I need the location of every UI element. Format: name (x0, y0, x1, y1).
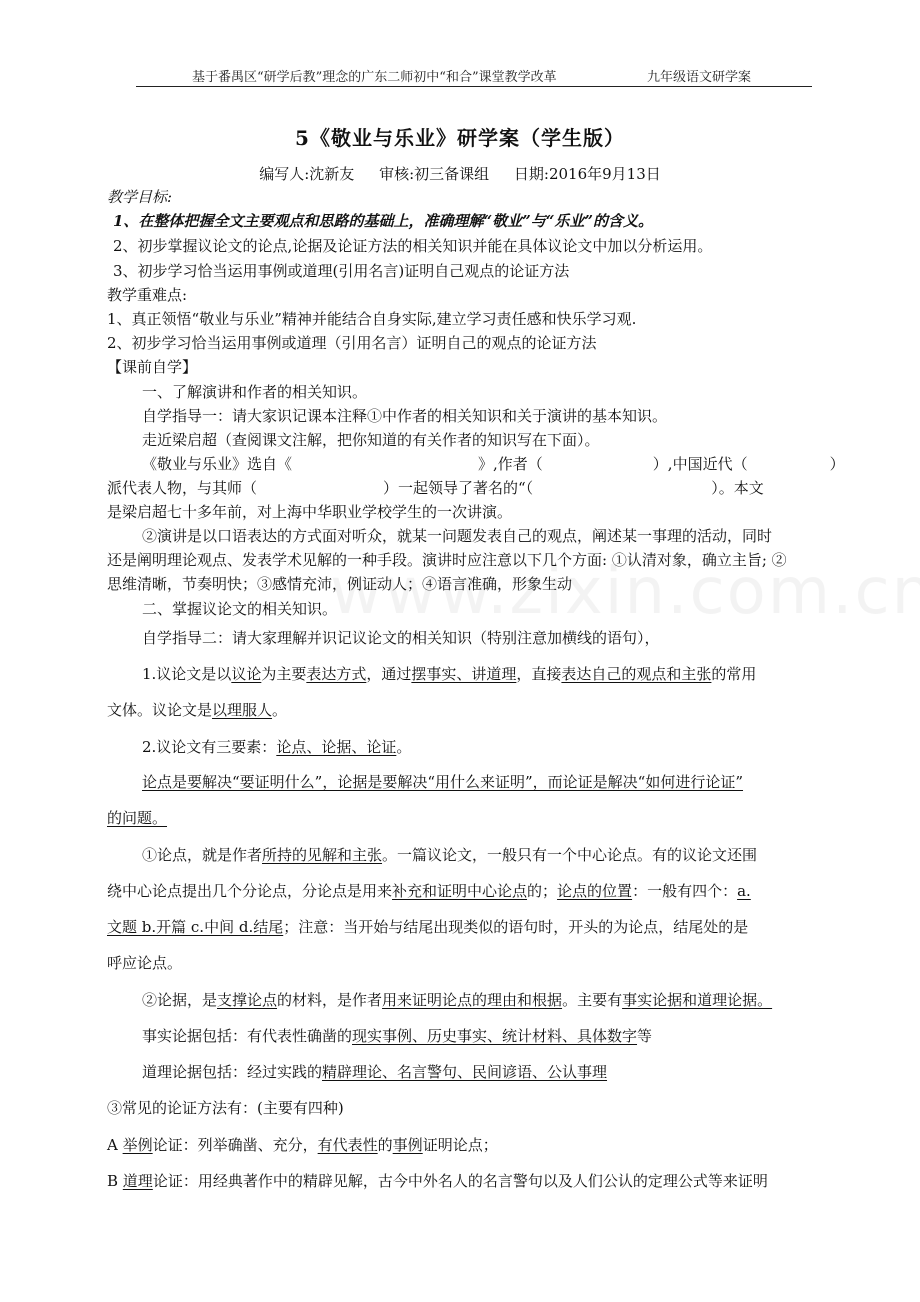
knowledge-p10: B 道理论证：用经典著作中的精辟见解，古今中外名人的名言警句以及人们公认的定理公式等来证明 (107, 1172, 768, 1190)
meta-date: 日期:2016年9月13日 (513, 165, 661, 183)
fill-text: 》,作者（ (478, 455, 543, 473)
knowledge-p1: 1.议论文是以议论为主要表达方式，通过摆事实、讲道理，直接表达自己的观点和主张的常用 (142, 665, 757, 683)
fill-blank-line-2 (107, 477, 764, 498)
fill-text: 派代表人物，与其师（ (107, 479, 258, 497)
key-point-item: 2、初步学习恰当运用事例或道理（引用名言）证明自己的观点的论证方法 (107, 334, 597, 352)
header-left-text: 基于番禺区“研学后教”理念的广东二师初中“和合”课堂教学改革 (192, 70, 557, 85)
preview-heading: 【课前自学】 (107, 358, 198, 376)
knowledge-p4c: 文题 b.开篇 c.中间 d.结尾；注意：当开始与结尾出现类似的语句时，开头的为论点，结尾处的是 (107, 918, 749, 936)
document-title: 5《敬业与乐业》研学案（学生版） (295, 126, 625, 150)
knowledge-p1b: 文体。议论文是以理服人。 (107, 701, 288, 719)
fill-text: ）,中国近代（ (652, 455, 748, 473)
knowledge-p6: 事实论据包括：有代表性确凿的现实事例、历史事实、统计材料、具体数字等 (142, 1027, 653, 1045)
author-task: 走近梁启超（查阅课文注解，把你知道的有关作者的知识写在下面）。 (142, 431, 600, 449)
knowledge-p9: A 举例论证：列举确凿、充分，有代表性的事例证明论点； (107, 1136, 498, 1154)
guide-1: 自学指导一：请大家识记课本注释①中作者的相关知识和关于演讲的基本知识。 (142, 407, 668, 425)
knowledge-p5: ②论据，是支撑论点的材料，是作者用来证明论点的理由和根据。主要有事实论据和道理论据。 (142, 991, 773, 1009)
knowledge-p8: ③常见的论证方法有：(主要有四种) (107, 1099, 344, 1117)
speech-paragraph: ②演讲是以口语表达的方式面对听众，就某一问题发表自己的观点，阐述某一事理的活动，同时 (142, 527, 773, 545)
objective-item: 2、初步掌握议论文的论点,论据及论证方法的相关知识并能在具体议论文中加以分析运用。 (113, 237, 713, 255)
document-meta (0, 163, 920, 184)
section-2-title: 二、掌握议论文的相关知识。 (142, 600, 338, 618)
knowledge-p2: 2.议论文有三要素：论点、论据、论证。 (142, 738, 412, 756)
speech-paragraph: 还是阐明理论观点、发表学术见解的一种手段。演讲时应注意以下几个方面: ①认清对象，确立主旨; ② (107, 551, 787, 569)
key-points-heading: 教学重难点: (107, 286, 188, 304)
meta-author: 编写人:沈新友 (259, 165, 355, 183)
knowledge-p4: ①论点，就是作者所持的见解和主张。一篇议论文，一般只有一个中心论点。有的议论文还围 (142, 846, 758, 864)
objectives-heading: 教学目标: (107, 188, 173, 206)
key-point-item: 1、真正领悟“敬业与乐业”精神并能结合自身实际,建立学习责任感和快乐学习观. (107, 310, 637, 328)
section-1-title: 一、了解演讲和作者的相关知识。 (142, 383, 368, 401)
fill-text: 《敬业与乐业》选自《 (142, 455, 293, 473)
knowledge-p3: 论点是要解决“要证明什么”，论据是要解决“用什么来证明”，而论证是解决“如何进行论证” (142, 773, 744, 791)
header-right-text: 九年级语文研学案 (647, 70, 752, 85)
objective-item: 3、初步学习恰当运用事例或道理(引用名言)证明自己观点的论证方法 (113, 262, 570, 280)
fill-blank-line-3: 是梁启超七十多年前，对上海中华职业学校学生的一次讲演。 (107, 503, 513, 521)
guide-2: 自学指导二：请大家理解并识记议论文的相关知识（特别注意加横线的语句）， (142, 629, 660, 647)
page-header (136, 64, 812, 87)
meta-reviewer: 审核:初三备课组 (379, 165, 490, 183)
fill-blank-line-1 (142, 453, 845, 474)
fill-text: ）。本文 (711, 479, 764, 497)
knowledge-p4d: 呼应论点。 (107, 954, 183, 972)
objective-item: 1、在整体把握全文主要观点和思路的基础上，准确理解“敬业”与“乐业”的含义。 (113, 212, 653, 230)
knowledge-p7: 道理论据包括：经过实践的精辟理论、名言警句、民间谚语、公认事理 (142, 1063, 608, 1081)
fill-text: ）一起领导了著名的“（ (383, 479, 534, 497)
knowledge-p3b: 的问题。 (107, 809, 168, 827)
knowledge-p4b: 绕中心论点提出几个分论点，分论点是用来补充和证明中心论点的；论点的位置：一般有四个：a. (107, 882, 751, 900)
speech-paragraph: 思维清晰，节奏明快；③感情充沛，例证动人；④语言准确，形象生动 (107, 575, 573, 593)
fill-text: ） (829, 455, 845, 473)
